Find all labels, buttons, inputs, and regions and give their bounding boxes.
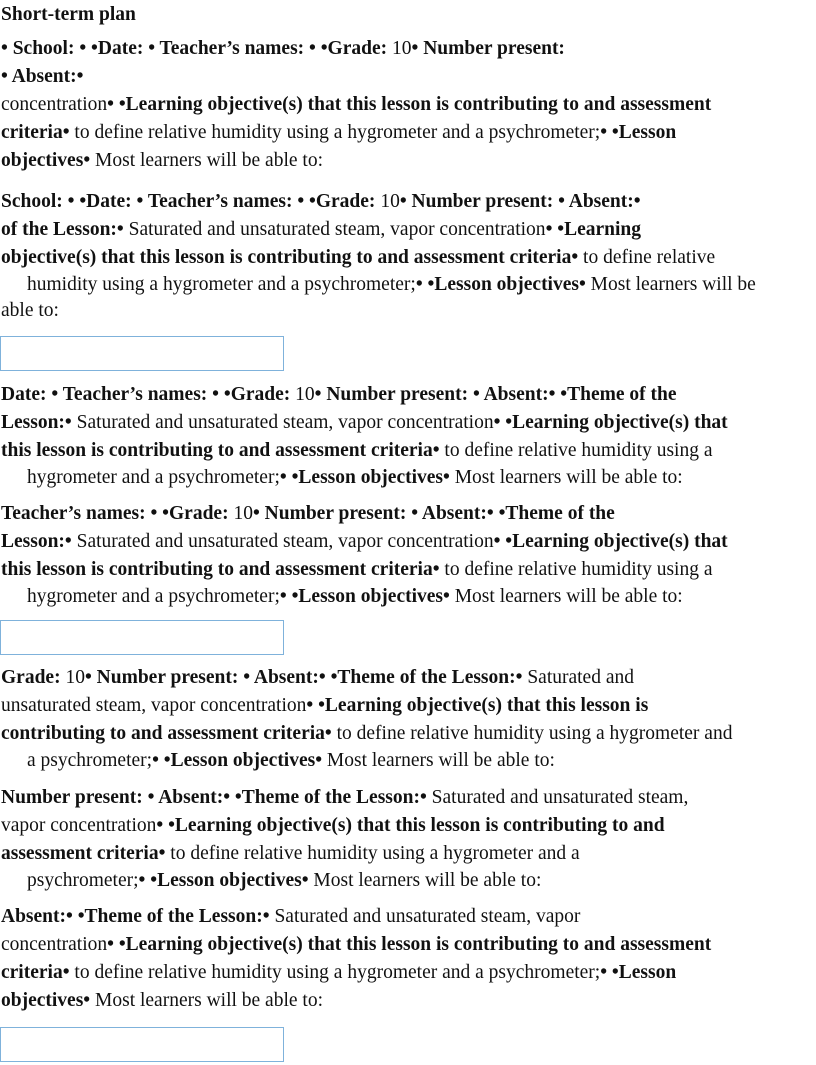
plan-line: hygrometer and a psychrometer;• •Lesson objectives• Most learners will be able to: [27,467,683,488]
plan-block-6 [1,784,815,893]
plan-line: Date: • Teacher’s names: • •Grade: 10• Number present: • Absent:• •Theme of the [1,384,677,405]
plan-line: Lesson:• Saturated and unsaturated steam, vapor concentration• •Learning objective(s) that [1,412,728,433]
plan-block-7 [1,903,815,1015]
plan-line: School: • •Date: • Teacher’s names: • •Grade: 10• Number present: • Absent:• [1,191,641,212]
plan-line: Lesson:• Saturated and unsaturated steam, vapor concentration• •Learning objective(s) that [1,531,728,552]
plan-line: contributing to and assessment criteria• to define relative humidity using a hygrometer and [1,723,733,744]
plan-line: Absent:• •Theme of the Lesson:• Saturated and unsaturated steam, vapor [1,906,581,927]
plan-block-1 [1,35,815,175]
plan-block-4 [1,500,815,609]
plan-line: assessment criteria• to define relative humidity using a hygrometer and a [1,843,580,864]
plan-line: concentration• •Learning objective(s) that this lesson is contributing to and assessment [1,94,712,115]
plan-line: criteria• to define relative humidity using a hygrometer and a psychrometer;• •Lesson [1,122,677,143]
answer-field-3[interactable] [0,1027,284,1062]
answer-field-1[interactable] [0,336,284,371]
plan-line: this lesson is contributing to and assessment criteria• to define relative humidity using a [1,440,713,461]
plan-line: of the Lesson:• Saturated and unsaturated steam, vapor concentration• •Learning [1,219,642,240]
plan-block-3 [1,381,815,490]
plan-line: humidity using a hygrometer and a psychrometer;• •Lesson objectives• Most learners will be [27,274,756,295]
plan-block-2 [1,188,815,325]
plan-line: concentration• •Learning objective(s) that this lesson is contributing to and assessment [1,934,712,955]
plan-line: Grade: 10• Number present: • Absent:• •Theme of the Lesson:• Saturated and [1,667,634,688]
plan-line: • Absent:• [1,66,84,87]
plan-line: hygrometer and a psychrometer;• •Lesson objectives• Most learners will be able to: [27,586,683,607]
plan-line: objective(s) that this lesson is contributing to and assessment criteria• to define relative [1,247,716,268]
plan-line: psychrometer;• •Lesson objectives• Most learners will be able to: [27,870,542,891]
plan-line: Number present: • Absent:• •Theme of the Lesson:• Saturated and unsaturated steam, [1,787,689,808]
plan-line: this lesson is contributing to and assessment criteria• to define relative humidity using a [1,559,713,580]
plan-block-5 [1,664,815,773]
plan-line: • School: • •Date: • Teacher’s names: • •Grade: 10• Number present: [1,38,565,59]
plan-line: criteria• to define relative humidity using a hygrometer and a psychrometer;• •Lesson [1,962,677,983]
plan-line: vapor concentration• •Learning objective(s) that this lesson is contributing to and [1,815,665,836]
plan-line: objectives• Most learners will be able to: [1,150,323,171]
plan-line: Teacher’s names: • •Grade: 10• Number present: • Absent:• •Theme of the [1,503,615,524]
plan-line: able to: [1,300,59,321]
plan-line: objectives• Most learners will be able to: [1,990,323,1011]
answer-field-2[interactable] [0,620,284,655]
page-title: Short-term plan [1,4,136,25]
plan-line: unsaturated steam, vapor concentration• •Learning objective(s) that this lesson is [1,695,649,716]
plan-line: a psychrometer;• •Lesson objectives• Most learners will be able to: [27,750,555,771]
